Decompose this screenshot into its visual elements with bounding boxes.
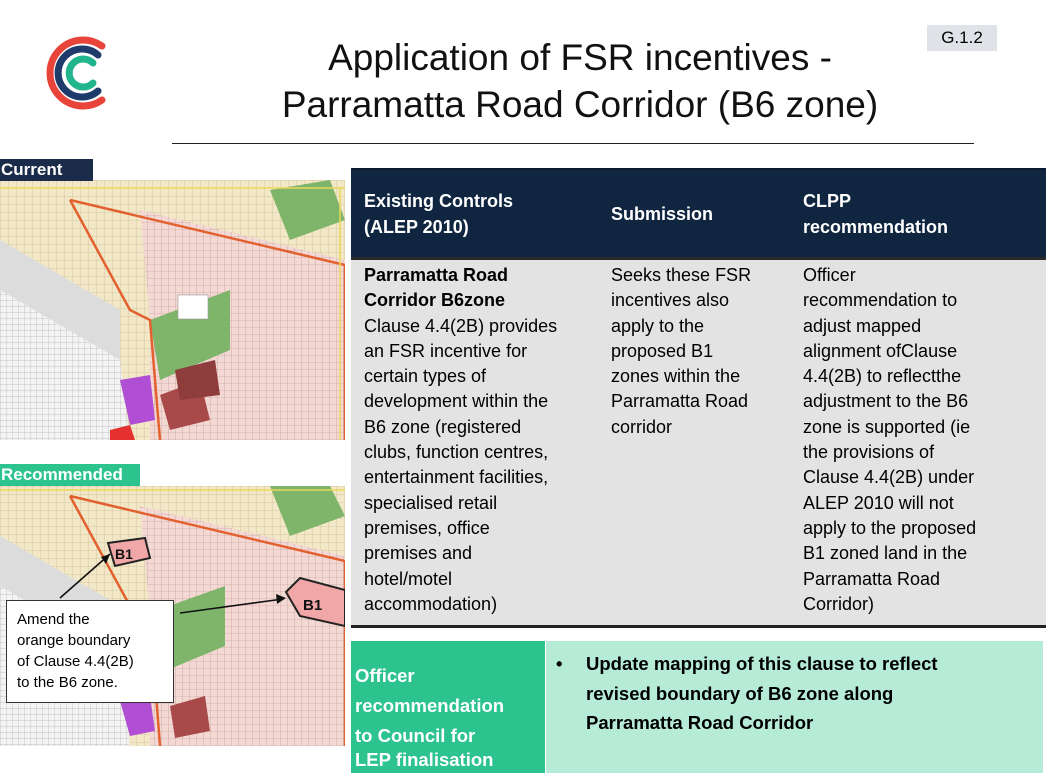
table-header-row — [351, 169, 1046, 259]
callout-line: Amend the — [17, 611, 90, 628]
callout-line: to the B6 zone. — [17, 674, 118, 691]
current-map-graphic — [0, 180, 345, 440]
zone-label-b1-small: B1 — [115, 546, 133, 562]
callout-line: orange boundary — [17, 632, 131, 649]
cell-submission: Seeks these FSR incentives also apply to the proposed B1 zones within the Parramatta Road corridor — [601, 259, 797, 627]
page-id-badge: G.1.2 — [927, 25, 997, 51]
map-callout — [6, 600, 174, 703]
recommended-map-label: Recommended — [0, 464, 140, 486]
officer-recommendation-body — [546, 641, 1043, 773]
callout-line: of Clause 4.4(2B) — [17, 653, 134, 670]
header-submission: Submission — [601, 169, 797, 259]
title-line-1: Application of FSR incentives - — [328, 37, 832, 78]
recommendation-item: • Update mapping of this clause to reflect revised boundary of B6 zone along Parramatta Road Corridor — [552, 649, 1033, 738]
bullet-icon: • — [556, 653, 563, 674]
cell-clpp-recommendation: Officer recommendation to adjust mapped alignment ofClause 4.4(2B) to reflectthe adjustment to the B6 zone is supported (ie the provisions of Clause 4.4(2B) under ALEP 2010 will not apply to the proposed B1 zoned land in the Parramatta Road Corridor) — [797, 259, 1046, 627]
header-existing-controls: Existing Controls (ALEP 2010) — [351, 169, 601, 259]
title-divider — [172, 143, 974, 144]
recommendation-list — [552, 649, 1033, 738]
zone-label-b1-large: B1 — [303, 597, 323, 614]
current-map — [0, 180, 345, 440]
table-row — [351, 259, 1046, 627]
cell-existing-controls: Parramatta Road Corridor B6zone Clause 4.4(2B) provides an FSR incentive for certain types of development within the B6 zone (registered clubs, function centres, entertainment facilities, specialised retail premises, office premises and hotel/motel accommodation) — [351, 259, 601, 627]
header-clpp-recommendation: CLPP recommendation — [797, 169, 1046, 259]
page-title — [150, 34, 1010, 128]
controls-table — [351, 168, 1046, 628]
title-line-2: Parramatta Road Corridor (B6 zone) — [281, 84, 879, 125]
officer-recommendation-label: Officer recommendation to Council for LEP finalisation — [351, 641, 545, 773]
council-logo — [40, 33, 114, 113]
current-map-label: Current — [0, 159, 93, 181]
